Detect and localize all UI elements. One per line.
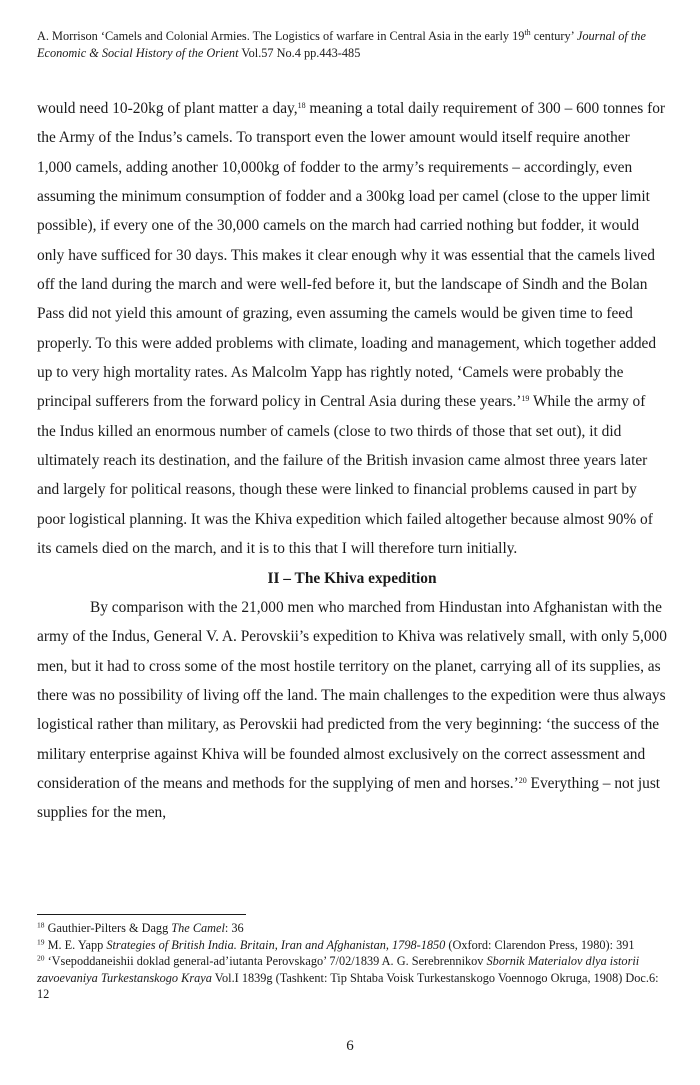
footnote-ref-19[interactable]: 19 — [521, 394, 530, 404]
paragraph-text: meaning a total daily requirement of 300 – 600 tonnes for the Army of the Indus’s camels. To transport even the lower amount would itself require another 1,000 camels, adding another 10,000kg of fodder to the army’s requirements – accordingly, even assuming the minimum consumption of fodder and a 300kg load per camel (close to the upper limit possible), if every one of the 30,000 camels on the march had carried nothing but fodder, it would only have sufficed for 30 days. This makes it clear enough why it was essential that the camels lived off the land during the march and were well-fed before it, but the landscape of Sindh and the Bolan Pass did not yield this amount of grazing, even assuming the camels would be given time to feed properly. To this were added problems with climate, loading and management, which together added up to very high mortality rates. As Malcolm Yapp has rightly noted, ‘Camels were probably the principal sufferers from the forward policy in Central Asia during these years.’ — [37, 100, 666, 411]
paragraph-text: Everything – not just supplies for the men, — [37, 774, 661, 822]
header-superscript: th — [524, 28, 531, 38]
header-volume: Vol.57 No.4 pp.443-485 — [238, 45, 361, 60]
footnote-20 — [37, 953, 667, 1003]
footnote-18 — [37, 920, 667, 937]
footnote-title: Sbornik Materialov dlya istorii zavoevaniya Turkestanskogo Kraya — [37, 954, 640, 985]
footnote-text: M. E. Yapp — [44, 937, 107, 952]
running-header — [37, 28, 677, 61]
footnote-title: The Camel — [171, 921, 225, 935]
paragraph-text: While the army of the Indus killed an enormous number of camels (close to two thirds of those that set out), it did ultimately reach its destination, and the failure of the British invasion came almost three years later and largely for political reasons, though these were linked to financial problems caused in part by poor logistical planning. It was the Khiva expedition which failed altogether because almost 90% of its camels died on the march, and it is to this that I will therefore turn initially. — [37, 393, 653, 558]
paragraph-khiva-expedition — [37, 593, 667, 828]
paragraph-camel-fodder — [37, 94, 667, 564]
main-text — [37, 94, 667, 828]
footnote-text: : 36 — [224, 921, 244, 935]
header-citation: A. Morrison ‘Camels and Colonial Armies. The Logistics of warfare in Central Asia in the early 19 — [37, 29, 525, 43]
footnote-text: (Oxford: Clarendon Press, 1980): 391 — [445, 937, 635, 952]
header-citation-cont: century’ — [530, 29, 577, 43]
footnote-number: 20 — [37, 953, 45, 963]
footnote-text: Gauthier-Pilters & Dagg — [44, 921, 172, 935]
footnote-19 — [37, 937, 667, 954]
section-heading: II – The Khiva expedition — [267, 569, 437, 587]
footnote-ref-20[interactable]: 20 — [518, 776, 527, 786]
footnote-text: ‘Vsepoddaneishii doklad general-ad’iutanta Perovskago’ 7/02/1839 A. G. Serebrennikov — [44, 954, 487, 968]
page-number: 6 — [346, 1038, 354, 1054]
footnotes — [37, 920, 667, 1003]
header-journal-title: Journal of the Economic & Social History of the Orient — [37, 29, 646, 60]
footnote-number: 19 — [37, 937, 45, 946]
footnote-number: 18 — [37, 920, 45, 930]
paragraph-text: By comparison with the 21,000 men who marched from Hindustan into Afghanistan with the army of the Indus, General V. A. Perovskii’s expedition to Khiva was relatively small, with only 5,000 men, but it had to cross some of the most hostile territory on the planet, carrying all of its supplies, as there was no possibility of living off the land. The main challenges to the expedition were thus always logistical rather than military, as Perovskii had predicted from the very beginning: ‘the success of the military enterprise against Khiva will be founded almost exclusively on the correct assessment and consideration of the means and methods for the supplying of men and horses.’ — [37, 598, 667, 792]
footnote-ref-18[interactable]: 18 — [297, 101, 306, 111]
footnote-divider — [37, 914, 246, 915]
paragraph-text: would need 10-20kg of plant matter a day, — [37, 100, 298, 117]
footnote-text: Vol.I 1839g (Tashkent: Tip Shtaba Voisk Turkestanskogo Voennogo Okruga, 1908) Doc.6: 12 — [37, 970, 659, 1001]
footnote-title: Strategies of British India. Britain, Iran and Afghanistan, 1798-1850 — [106, 937, 446, 952]
